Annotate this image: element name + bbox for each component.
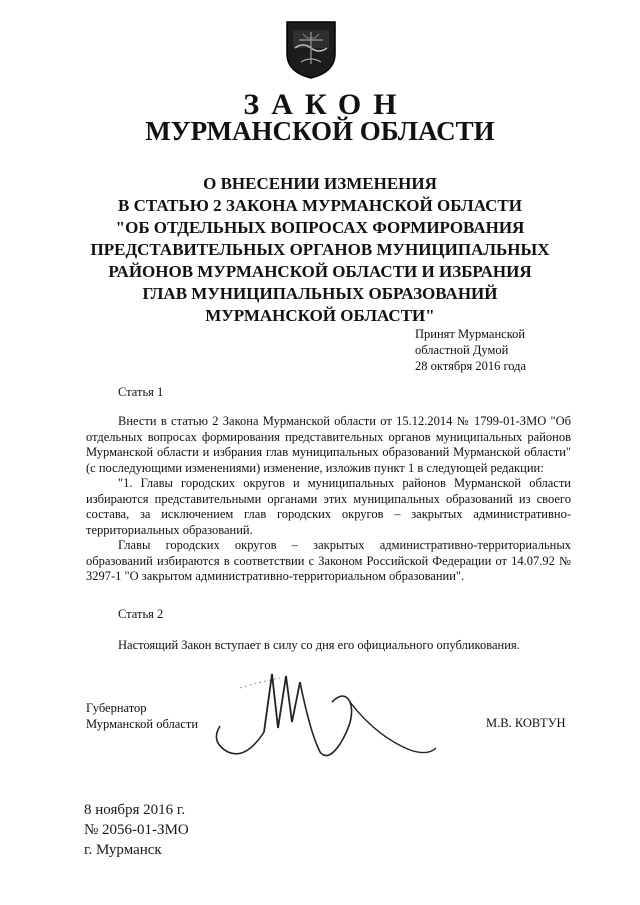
adoption-date: 28 октября 2016 года <box>415 359 527 373</box>
adoption-line: областной Думой <box>415 343 509 357</box>
article-2-paragraph: Настоящий Закон вступает в силу со дня его официального опубликования. <box>118 638 520 652</box>
article-1-body <box>86 414 571 585</box>
subject-line: МУРМАНСКОЙ ОБЛАСТИ" <box>205 306 435 325</box>
law-title: ЗАКОН <box>243 88 409 121</box>
signatory-title-line: Мурманской области <box>86 717 199 731</box>
adoption-note <box>415 326 526 374</box>
article-1-heading: Статья 1 <box>118 385 164 399</box>
handwritten-signature <box>200 662 440 772</box>
signatory-name: М.В. КОВТУН <box>486 716 566 730</box>
article-1-paragraph: Главы городских округов – закрытых административно-территориальных образований избираются в соответствии с Законом Российской Федерации от 14.07.92 № 3297-1 "О закрытом административно-территориальном образовании". <box>86 538 571 583</box>
law-subject <box>60 173 580 327</box>
stamp-number: № 2056-01-ЗМО <box>84 822 189 838</box>
subject-line: ГЛАВ МУНИЦИПАЛЬНЫХ ОБРАЗОВАНИЙ <box>142 284 498 303</box>
subject-line: В СТАТЬЮ 2 ЗАКОНА МУРМАНСКОЙ ОБЛАСТИ <box>118 196 522 215</box>
subject-line: "ОБ ОТДЕЛЬНЫХ ВОПРОСАХ ФОРМИРОВАНИЯ <box>115 218 525 237</box>
stamp-date: 8 ноября 2016 г. <box>84 802 186 818</box>
article-1-paragraph: "1. Главы городских округов и муниципальных районов Мурманской области избираются представительными органами этих муниципальных образований из своего состава, за исключением глав городских округов – закрытых административно-территориальных образований. <box>86 476 571 537</box>
registration-stamp <box>84 800 189 860</box>
stamp-city: г. Мурманск <box>84 842 162 858</box>
subject-line: О ВНЕСЕНИИ ИЗМЕНЕНИЯ <box>203 174 437 193</box>
signatory-title-line: Губернатор <box>86 701 147 715</box>
signatory-title <box>86 700 198 732</box>
subject-line: ПРЕДСТАВИТЕЛЬНЫХ ОРГАНОВ МУНИЦИПАЛЬНЫХ <box>90 240 550 259</box>
article-1-paragraph: Внести в статью 2 Закона Мурманской области от 15.12.2014 № 1799-01-ЗМО "Об отдельных вопросах формирования представительных органов муниципальных районов Мурманской области и избрания глав муниципальных образований Мурманской области" (с последующими изменениями) изменение, изложив пункт 1 в следующей редакции: <box>86 414 571 475</box>
subject-line: РАЙОНОВ МУРМАНСКОЙ ОБЛАСТИ И ИЗБРАНИЯ <box>108 262 532 281</box>
law-region-title: МУРМАНСКОЙ ОБЛАСТИ <box>145 116 495 146</box>
adoption-line: Принят Мурманской <box>415 327 526 341</box>
article-2-heading: Статья 2 <box>118 607 164 621</box>
coat-of-arms-emblem <box>285 18 337 80</box>
